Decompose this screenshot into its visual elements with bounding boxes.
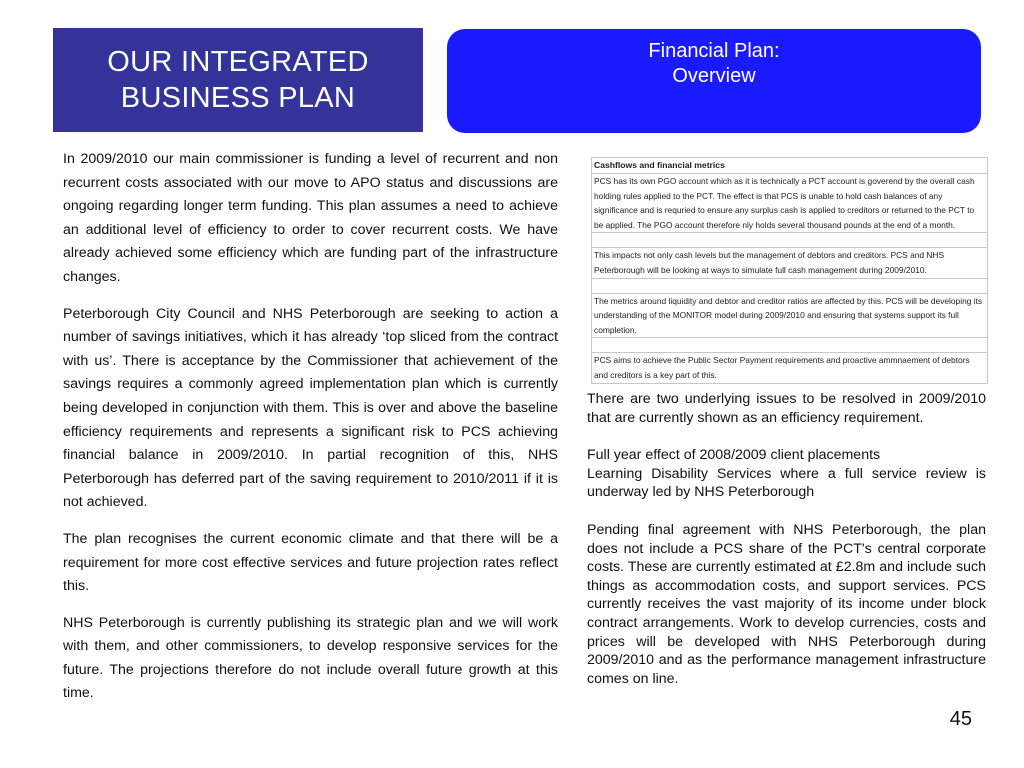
right-paragraph-1: There are two underlying issues to be resolved in 2009/2010 that are currently shown as an efficiency requirement. [587,391,986,426]
right-paragraph-2b: Learning Disability Services where a full service review is underway led by NHS Peterborough [587,465,986,501]
page-number: 45 [949,708,972,730]
subtitle-line-1: Financial Plan: [648,40,780,62]
page-title [107,44,368,116]
table-header: Cashflows and financial metrics [592,158,988,174]
table-row: PCS has its own PGO account which as it is technically a PCT account is goverend by the overall cash holding rules applied to the PCT. The effect is that PCS is unable to hold cash balances of any significance and is requried to ensure any surplus cash is applied to creditors or returned to the PCT to be applied. The PGO account therefore nly holds several thousand pounds at the end of a month. [592,174,988,233]
subtitle-line-2: Overview [672,65,756,87]
right-paragraph-2a: Full year effect of 2008/2009 client placements [587,447,881,464]
table-row-blank [592,233,988,248]
cashflow-metrics-table [591,157,988,384]
right-column [587,390,986,688]
table-row: This impacts not only cash levels but the management of debtors and creditors. PCS and NHS Peterborough will be looking at ways to simulate full cash management during 2009/2010. [592,248,988,278]
subtitle-box [447,29,981,133]
title-line-2: BUSINESS PLAN [120,82,356,114]
table-row: PCS aims to achieve the Public Sector Payment requirements and proactive ammnaement of debtors and creditors is a key part of this. [592,353,988,383]
left-column [63,148,558,706]
table-row-blank [592,278,988,293]
table-row: The metrics around liquidity and debtor and creditor ratios are affected by this. PCS will be developing its understanding of the MONITOR model during 2009/2010 and ensuring that systems support its full completion. [592,293,988,338]
left-paragraph-1: In 2009/2010 our main commissioner is funding a level of recurrent and non recurrent costs associated with our move to APO status and discussions are ongoing regarding longer term funding. This plan assumes a need to achieve an additional level of efficiency to order to cover recurrent costs. We have already achieved some efficiency which are funding part of the infrastructure changes. [63,151,558,285]
title-line-1: OUR INTEGRATED [107,46,369,78]
left-paragraph-3: The plan recognises the current economic climate and that there will be a requirement for more cost effective services and future projection rates reflect this. [63,530,558,595]
title-box [53,28,423,132]
left-paragraph-4: NHS Peterborough is currently publishing its strategic plan and we will work with them, and other commissioners, to develop responsive services for the future. The projections therefore do not include overall future growth at this time. [63,614,558,702]
cashflow-table [591,157,988,384]
table-row-blank [592,338,988,353]
left-paragraph-2: Peterborough City Council and NHS Peterborough are seeking to action a number of savings initiatives, which it has already ‘top sliced from the contract with us’. There is acceptance by the Commissioner that achievement of the savings requires a commonly agreed implementation plan which is currently being developed in conjunction with them. This is over and above the baseline efficiency requirements and represents a significant risk to PCS achieving financial balance in 2009/2010. In partial recognition of this, NHS Peterborough has deferred part of the saving requirement to 2010/2011 if it is not achieved. [63,305,558,511]
right-paragraph-3: Pending final agreement with NHS Peterborough, the plan does not include a PCS share of the PCT's central corporate costs. These are currently estimated at £2.8m and include such things as accommodation costs, and support services. PCS currently receives the vast majority of its income under block contract arrangements. Work to develop currencies, costs and prices will be developed with NHS Peterborough during 2009/2010 and as the performance management infrastructure comes on line. [587,521,986,687]
